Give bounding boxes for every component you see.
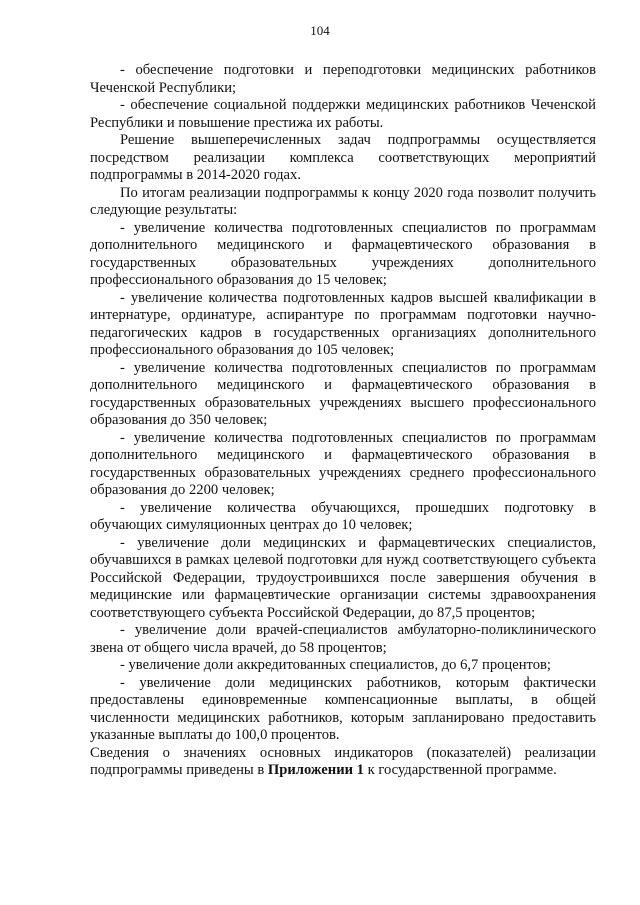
page-number: 104 xyxy=(310,23,330,38)
paragraph-training: - обеспечение подготовки и переподготовки медицинских работников Чеченской Республики; xyxy=(90,62,596,96)
paragraph-results-intro: По итогам реализации подпрограммы к концу 2020 года позволит получить следующие результаты: xyxy=(90,184,596,218)
paragraph-tasks-solution: Решение вышеперечисленных задач подпрограммы осуществляется посредством реализации комплекса соответствующих мероприятий подпрограммы в 2014-2020 годах. xyxy=(90,132,596,183)
list-item-result-2: - увеличение количества подготовленных кадров высшей квалификации в интернатуре, ординатуре, аспирантуре по программам подготовки научно-педагогических кадров в государственных организациях дополнительного профессионального образования до 105 человек; xyxy=(90,289,596,358)
list-item-result-1: - увеличение количества подготовленных специалистов по программам дополнительного медицинского и фармацевтического образования в государственных образовательных учреждениях дополнительного профессионального образования до 15 человек; xyxy=(90,219,596,288)
list-item-result-4: - увеличение количества подготовленных специалистов по программам дополнительного медицинского и фармацевтического образования в государственных образовательных учреждениях среднего профессионального образования до 2200 человек; xyxy=(90,429,596,498)
indicators-text-after: к государственной программе. xyxy=(363,762,557,778)
list-item-result-5: - увеличение количества обучающихся, прошедших подготовку в обучающих симуляционных центрах до 10 человек; xyxy=(90,499,596,533)
document-body xyxy=(90,62,596,780)
list-item-result-6: - увеличение доли медицинских и фармацевтических специалистов, обучавшихся в рамках целевой подготовки для нужд соответствующего субъекта Российской Федерации, трудоустроившихся после завершения обучения в медицинские или фармацевтические организации системы здравоохранения соответствующего субъекта Российской Федерации, до 87,5 процентов; xyxy=(90,534,596,621)
indicators-text-before: Сведения о значениях основных индикаторов (показателей) реализации подпрограммы приведены в xyxy=(90,744,596,778)
appendix-reference: Приложении 1 xyxy=(267,762,364,778)
list-item-result-7: - увеличение доли врачей-специалистов амбулаторно-поликлинического звена от общего числа врачей, до 58 процентов; xyxy=(90,622,596,656)
list-item-result-3: - увеличение количества подготовленных специалистов по программам дополнительного медицинского и фармацевтического образования в государственных образовательных учреждениях высшего профессионального образования до 350 человек; xyxy=(90,359,596,428)
paragraph-social-support: - обеспечение социальной поддержки медицинских работников Чеченской Республики и повышение престижа их работы. xyxy=(90,97,596,131)
list-item-result-9: - увеличение доли медицинских работников, которым фактически предоставлены единовременные компенсационные выплаты, в общей численности медицинских работников, которым запланировано предоставить указанные выплаты до 100,0 процентов. xyxy=(90,674,596,743)
list-item-result-8: - увеличение доли аккредитованных специалистов, до 6,7 процентов; xyxy=(120,657,551,673)
paragraph-indicators-reference xyxy=(90,745,596,780)
